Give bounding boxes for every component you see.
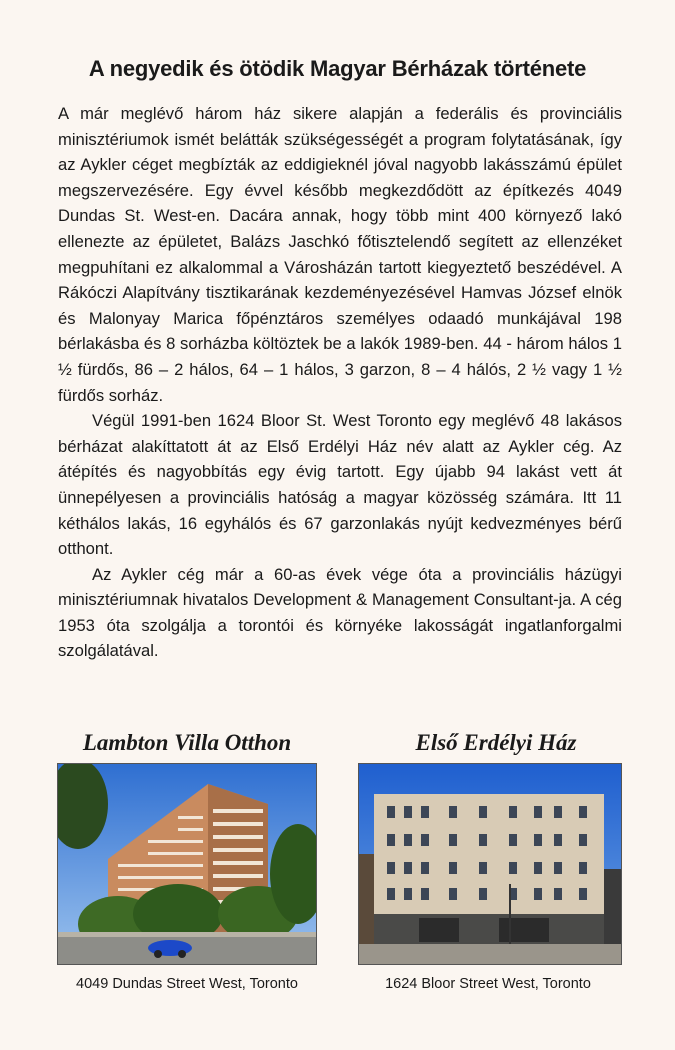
paragraph-2: Végül 1991-ben 1624 Bloor St. West Toronto egy meglévő 48 lakásos bérházat alakíttatott át az Első Erdélyi Ház név alatt az Aykler cég. Az átépítés és nagyobbítás egy évig tartott. Egy újabb 94 lakást vett át ünnepélyesen a provinciális hatóság a magyar közösség számára. Itt 11 kéthálos lakás, 16 egyhálós és 67 garzonlakás nyújt kedvezményes bérű otthont. [58, 411, 622, 559]
photo-caption-lambton: 4049 Dundas Street West, Toronto [76, 976, 298, 992]
paragraph-1: A már meglévő három ház sikere alapján a federális és provinciális minisztériumok ismét belátták szükségességét a program folytatásának, így az Aykler céget megbízták az eddigieknél jóval nagyobb lakásszámú épület megszervezésére. Egy évvel később megkezdődött az építkezés 4049 Dundas St. West-en. Dacára annak, hogy több mint 400 környező lakó ellenezte az épületet, Balázs Jaschkó főtisztelendő segített az ellenzéket megpuhítani ez alkalommal a Városházán tartott kiegyeztető beszédével. A Rákóczi Alapítvány tisztikarának kezdeményezésével Hamvas József elnök és Malonyay Marica főpénztáros személyes odaadó munkájával 198 bérlakásba és 8 sorházba költöztek be a lakók 1989-ben. 44 - három hálos 1 ½ fürdős, 86 – 2 hálos, 64 – 1 hálos, 3 garzon, 8 – 4 hálós, 2 ½ vagy 1 ½ fürdős sorház. [58, 104, 622, 405]
photo-elso-erdelyi-haz [358, 763, 622, 965]
page-title: A negyedik és ötödik Magyar Bérházak története [88, 56, 587, 81]
paragraph-3: Az Aykler cég már a 60-as évek vége óta a provinciális házügyi minisztériumnak hivatalos Development & Management Consultant-ja. A cég 1953 óta szolgálja a torontói és környéke lakosságát ingatlanforgalmi szolgálatával. [58, 564, 622, 661]
photo-title-elso-erdelyi: Első Erdélyi Ház [415, 730, 577, 755]
article-body [58, 101, 622, 664]
photo-title-lambton: Lambton Villa Otthon [82, 730, 292, 755]
photo-caption-elso-erdelyi: 1624 Bloor Street West, Toronto [385, 976, 591, 992]
photo-lambton-villa [57, 763, 317, 965]
